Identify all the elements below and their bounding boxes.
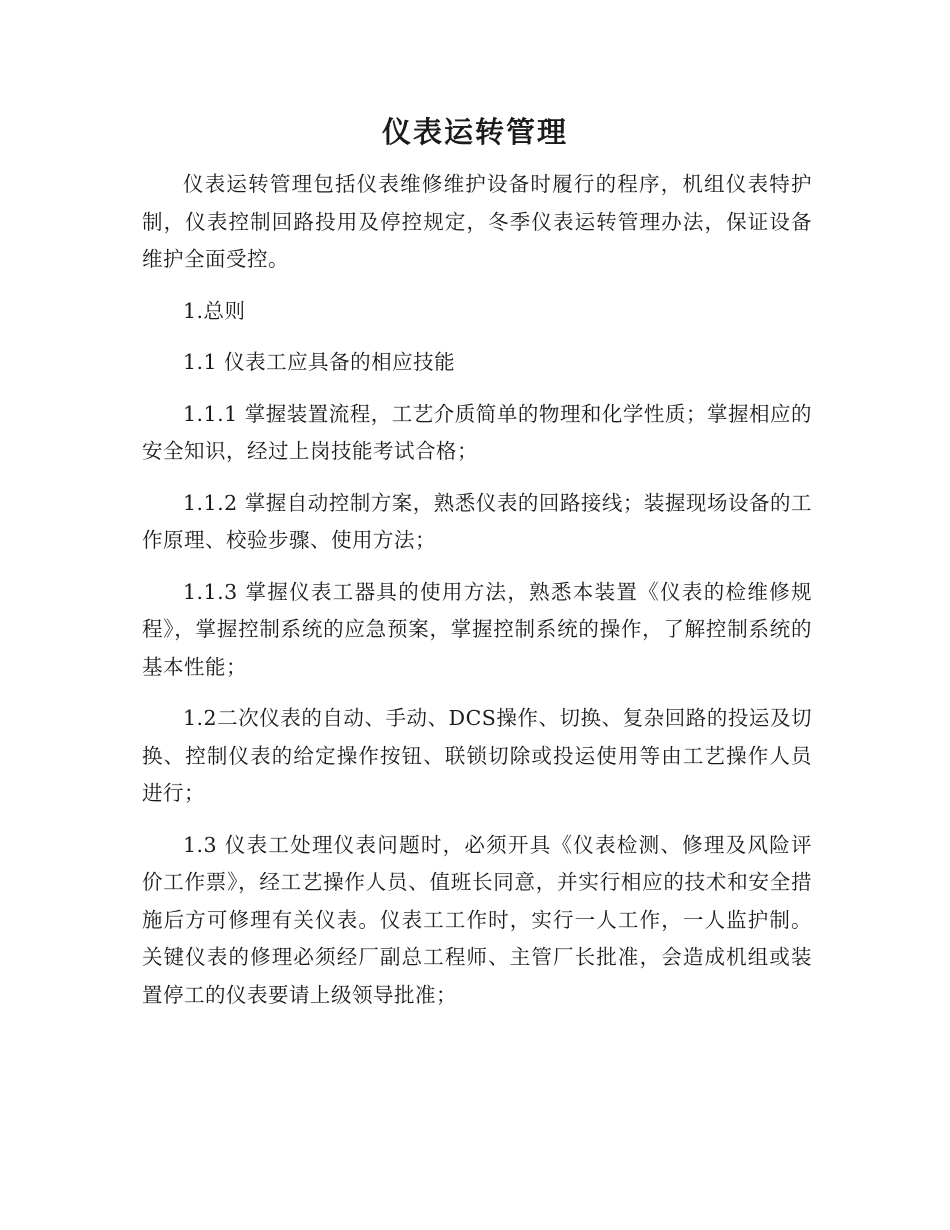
subsection-heading-skills: 1.1 仪表工应具备的相应技能 [183, 350, 456, 374]
clause-1-1-3: 1.1.3 掌握仪表工器具的使用方法，熟悉本装置《仪表的检维修规程》，掌握控制系统的应急预案，掌握控制系统的操作，了解控制系统的基本性能； [142, 579, 812, 679]
document-body [142, 166, 812, 1028]
clause-1-2: 1.2二次仪表的自动、手动、DCS操作、切换、复杂回路的投运及切换、控制仪表的给定操作按钮、联锁切除或投运使用等由工艺操作人员进行； [142, 706, 812, 805]
section-heading-general: 1.总则 [183, 298, 246, 323]
document-title: 仪表运转管理 [381, 115, 568, 149]
clause-1-3: 1.3 仪表工处理仪表问题时，必须开具《仪表检测、修理及风险评价工作票》，经工艺操作人员、值班长同意，并实行相应的技术和安全措施后方可修理有关仪表。仪表工工作时，实行一人工作，一人监护制。关键仪表的修理必须经厂副总工程师、主管厂长批准，会造成机组或装置停工的仪表要请上级领导批准； [142, 832, 812, 1007]
intro-paragraph: 仪表运转管理包括仪表维修维护设备时履行的程序，机组仪表特护制，仪表控制回路投用及停控规定，冬季仪表运转管理办法，保证设备维护全面受控。 [142, 172, 812, 271]
clause-1-1-1: 1.1.1 掌握装置流程，工艺介质简单的物理和化学性质；掌握相应的安全知识，经过上岗技能考试合格； [142, 401, 812, 463]
clause-1-1-2: 1.1.2 掌握自动控制方案，熟悉仪表的回路接线；装握现场设备的工作原理、校验步骤、使用方法； [142, 490, 812, 552]
